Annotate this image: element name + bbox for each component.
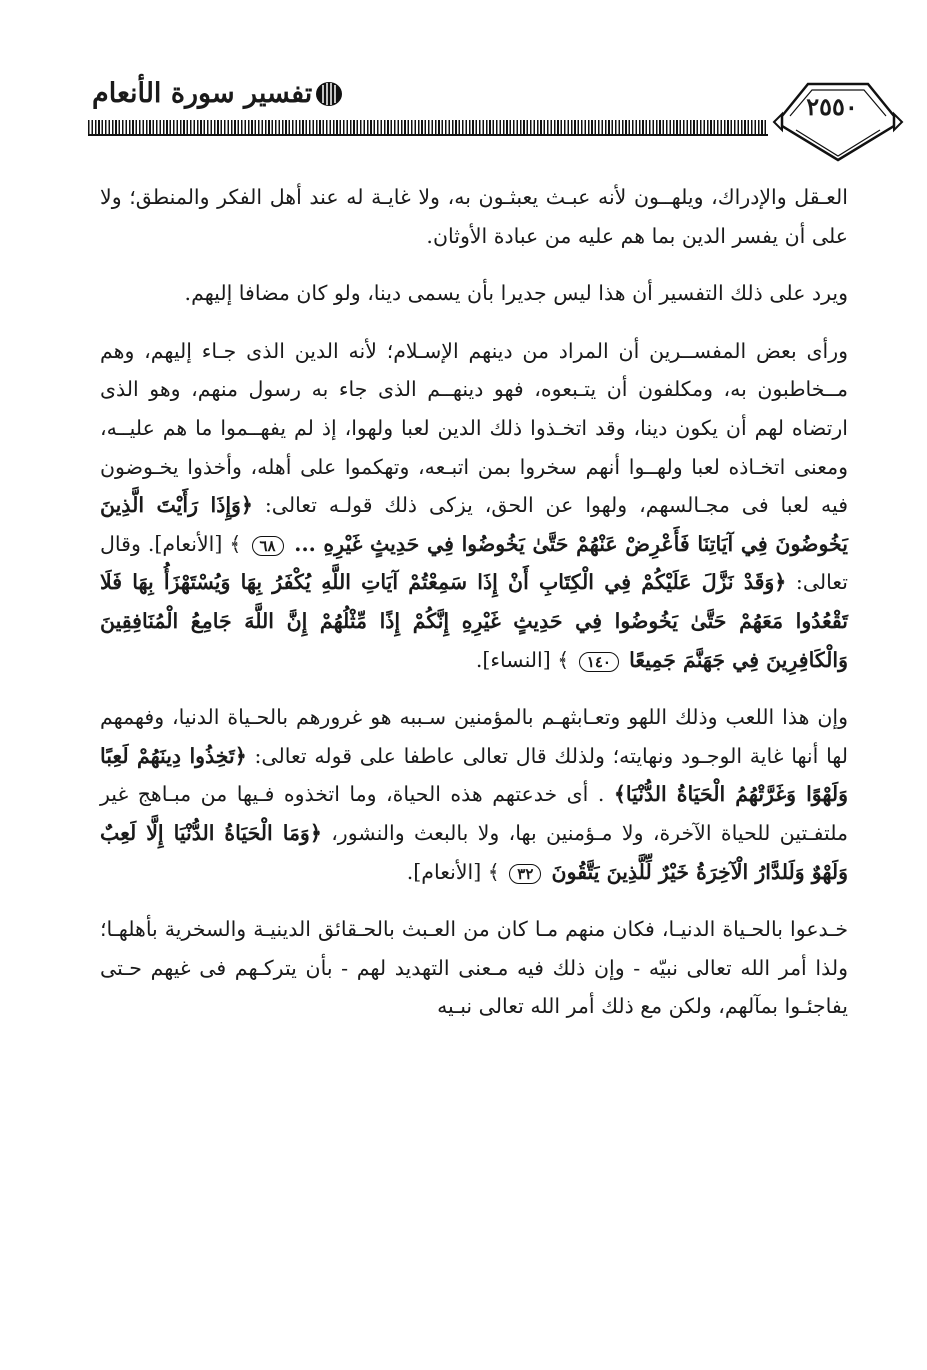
text-run: ويرد على ذلك التفسير أن هذا ليس جديرا بأن يسمى دينا، ولو كان مضافا إليهم. (184, 281, 848, 306)
text-run: خـدعوا بالحـياة الدنيـا، فكان منهم مـا كان من العـبث بالحـقائق الدينيـة والسخرية بأهلهـا؛ ولذا أمر الله تعالى نبيّه - وإن ذلك فيه مـعنى التهديد لهم - بأن يتركـهم فى غيهم حـتى يفاجئـوا بمآلهم، ولكن مع ذلك أمر الله تعالى نبـيه (100, 917, 848, 1019)
header-hatched-rule (88, 120, 768, 134)
quran-verse: ﴿وَإِذَا رَأَيْتَ الَّذِينَ يَخُوضُونَ فِي آيَاتِنَا فَأَعْرِضْ عَنْهُمْ حَتَّىٰ يَخُوضُوا فِي حَدِيثٍ غَيْرِهِ ... (100, 493, 848, 556)
page-body (100, 178, 848, 1026)
page-number: ٢٥٥٠ (806, 92, 858, 121)
round-ornament-icon (314, 80, 344, 108)
page-header (0, 0, 927, 180)
paragraph-1 (100, 178, 848, 255)
paragraph-3 (100, 332, 848, 679)
text-run: ﴾ [الأنعام]. (406, 859, 500, 884)
text-run: ﴾ [الأنعام]. وقال تعالى: (100, 531, 848, 595)
paragraph-4 (100, 698, 848, 891)
quran-verse: ﴿تَخِذُوا دِينَهُمْ لَعِبًا وَلَهْوًا وَغَرَّتْهُمُ الْحَيَاةُ الدُّنْيَا﴾ (100, 743, 848, 807)
text-run: العـقل والإدراك، ويلهــون لأنه عبـث يعبثـون به، ولا غايـة له عند أهل الفكر والمنطق؛ ولا على أن يفسر الدين بما هم عليه من عبادة الأوثان. (100, 185, 848, 248)
text-run: . أى خدعتهم هذه الحياة، وما اتخذوه فـيها من مبـاهج غير ملتفـتين للحياة الآخرة، ولا مـؤمنين بها، ولا بالبعث والنشور، (100, 782, 848, 845)
text-run: ﴾ [النساء]. (475, 647, 570, 672)
running-title: تفسير سورة الأنعام (92, 78, 313, 109)
text-run: ورأى بعض المفســرين أن المراد من دينهم الإسـلام؛ لأنه الدين الذى جـاء إليهم، وهم مــخاطبون به، ومكلفون أن يتـبعوه، فهو دينهــم الذى جاء به رسول منهم، وهو الذى ارتضاه لهم أن يكون دينا، وقد اتخـذوا ذلك الدين لعبا ولهوا، إذ لم يفهــموا ما هم عليــه، ومعنى اتخـاذه لعبا ولهــوا أنهم سخروا بمن اتبـعه، وتهكموا على أهله، وأخذوا يخـوضون فيه لعبا فى مجـالسهم، ولهوا عن الحق، يزكى ذلك قولـه تعالى: (100, 338, 848, 518)
paragraph-5 (100, 910, 848, 1026)
ayah-number-marker: ١٤٠ (579, 652, 619, 672)
quran-verse: ﴿وَمَا الْحَيَاةُ الدُّنْيَا إِلَّا لَعِبٌ وَلَهْوٌ وَلَلدَّارُ الْآخِرَةُ خَيْرٌ لِّلَّذِينَ يَتَّقُونَ (100, 820, 848, 884)
paragraph-2 (100, 274, 848, 313)
header-rule-line (88, 134, 768, 136)
quran-verse: ﴿وَقَدْ نَزَّلَ عَلَيْكُمْ فِي الْكِتَابِ أَنْ إِذَا سَمِعْتُمْ آيَاتِ اللَّهِ يُكْفَرُ بِهَا وَيُسْتَهْزَأُ بِهَا فَلَا تَقْعُدُوا مَعَهُمْ حَتَّىٰ يَخُوضُوا فِي حَدِيثٍ غَيْرِهِ إِنَّكُمْ إِذًا مِّثْلُهُمْ إِنَّ اللَّهَ جَامِعُ الْمُنَافِقِينَ وَالْكَافِرِينَ فِي جَهَنَّمَ جَمِيعًا (100, 570, 848, 672)
text-run: وإن هذا اللعب وذلك اللهو وتعـابثهـم بالمؤمنين سـببه هو غرورهم بالحـياة الدنيا، وفهمهم لها أنها غاية الوجـود ونهايته؛ ولذلك قال تعالى عاطفا على قوله تعالى: (100, 705, 849, 768)
ayah-number-marker: ٣٢ (509, 864, 541, 884)
ayah-number-marker: ٦٨ (252, 536, 284, 556)
